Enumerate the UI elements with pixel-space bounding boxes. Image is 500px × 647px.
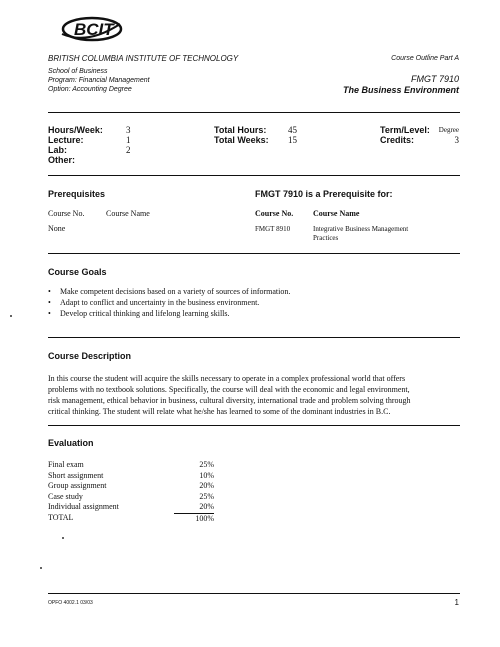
list-item: • Develop critical thinking and lifelong learning skills. — [48, 309, 290, 320]
total-weeks-value: 15 — [288, 135, 297, 145]
course-code: FMGT 7910 — [410, 74, 459, 84]
term-level-label: Term/Level: — [380, 125, 430, 135]
logo-text: BCIT — [74, 20, 114, 39]
institute-name: BRITISH COLUMBIA INSTITUTE OF TECHNOLOGY — [48, 54, 239, 63]
total-weeks-label: Total Weeks: — [214, 135, 269, 145]
prereq-for-row-course-no: FMGT 8910 — [255, 225, 291, 233]
lecture-label: Lecture: — [48, 135, 84, 145]
scan-speck — [10, 315, 12, 317]
course-goals-list — [48, 287, 290, 320]
eval-label: Short assignment — [48, 470, 104, 480]
lab-value: 2 — [126, 145, 131, 155]
divider — [48, 253, 460, 254]
eval-label: Case study — [48, 491, 83, 501]
eval-label: Final exam — [48, 460, 84, 469]
table-row — [48, 502, 214, 513]
lecture-value: 1 — [126, 135, 131, 145]
prerequisites-heading: Prerequisites — [48, 189, 106, 199]
eval-value: 20% — [199, 481, 214, 490]
course-description-text — [48, 373, 411, 417]
divider — [48, 425, 460, 426]
option-name: Option: Accounting Degree — [48, 86, 132, 93]
footer-divider — [48, 593, 460, 594]
evaluation-table — [48, 460, 214, 524]
eval-value: 25% — [199, 491, 214, 501]
description-line: risk management, ethical behavior in business, cultural diversity, international trade and problem solving through — [48, 396, 411, 405]
divider — [48, 112, 460, 113]
prereq-for-row-course-name: Integrative Business Management — [313, 225, 409, 233]
eval-value: 20% — [174, 502, 214, 513]
school-name: School of Business — [48, 68, 108, 75]
page-number: 1 — [454, 598, 459, 607]
description-line: problems with no textbook solutions. Specifically, the course will deal with the economic and legal environment, — [48, 385, 410, 394]
eval-label: Group assignment — [48, 481, 107, 490]
eval-label: TOTAL — [48, 513, 74, 522]
other-label: Other: — [48, 155, 75, 165]
credits-label: Credits: — [380, 135, 415, 145]
scan-speck — [40, 567, 42, 569]
total-hours-value: 45 — [288, 125, 297, 135]
eval-value: 25% — [199, 460, 214, 469]
eval-value: 10% — [199, 470, 214, 480]
doc-type: Course Outline Part A — [391, 55, 459, 62]
credits-value: 3 — [454, 135, 459, 145]
scan-speck — [62, 537, 64, 539]
prereq-for-row-course-name-cont: Practices — [313, 234, 339, 242]
prereq-col-course-no: Course No. — [48, 209, 85, 218]
total-hours-label: Total Hours: — [214, 125, 267, 135]
term-level-value: Degree — [438, 126, 459, 134]
prereq-for-col-course-name: Course Name — [313, 209, 360, 218]
lab-label: Lab: — [48, 145, 67, 155]
form-id: OPFO 4002.1 03/03 — [48, 600, 93, 606]
hours-week-label: Hours/Week: — [48, 125, 103, 135]
divider — [48, 175, 460, 176]
prereq-col-course-name: Course Name — [106, 209, 150, 218]
course-goals-heading: Course Goals — [48, 267, 107, 277]
table-row — [48, 460, 214, 471]
list-item: • Adapt to conflict and uncertainty in the business environment. — [48, 298, 290, 309]
evaluation-heading: Evaluation — [48, 438, 94, 448]
eval-value: 100% — [195, 513, 214, 523]
hours-week-value: 3 — [126, 125, 131, 135]
table-row — [48, 471, 214, 482]
table-row — [48, 481, 214, 492]
bcit-logo — [58, 14, 124, 44]
table-row — [48, 513, 214, 524]
table-row — [48, 492, 214, 503]
course-description-heading: Course Description — [48, 351, 132, 361]
prereq-for-col-course-no: Course No. — [255, 209, 294, 218]
prerequisite-for-heading: FMGT 7910 is a Prerequisite for: — [255, 189, 393, 199]
list-item: • Make competent decisions based on a variety of sources of information. — [48, 287, 290, 298]
description-line: critical thinking. The student will relate what he/she has learned to some of the dominant industries in B.C. — [48, 407, 391, 416]
program-name: Program: Financial Management — [48, 77, 150, 84]
prereq-row-course-no: None — [48, 224, 66, 233]
course-title: The Business Environment — [342, 85, 459, 95]
eval-label: Individual assignment — [48, 502, 119, 511]
description-line: In this course the student will acquire the skills necessary to operate in a complex professional world that offers — [48, 374, 406, 383]
divider — [48, 337, 460, 338]
